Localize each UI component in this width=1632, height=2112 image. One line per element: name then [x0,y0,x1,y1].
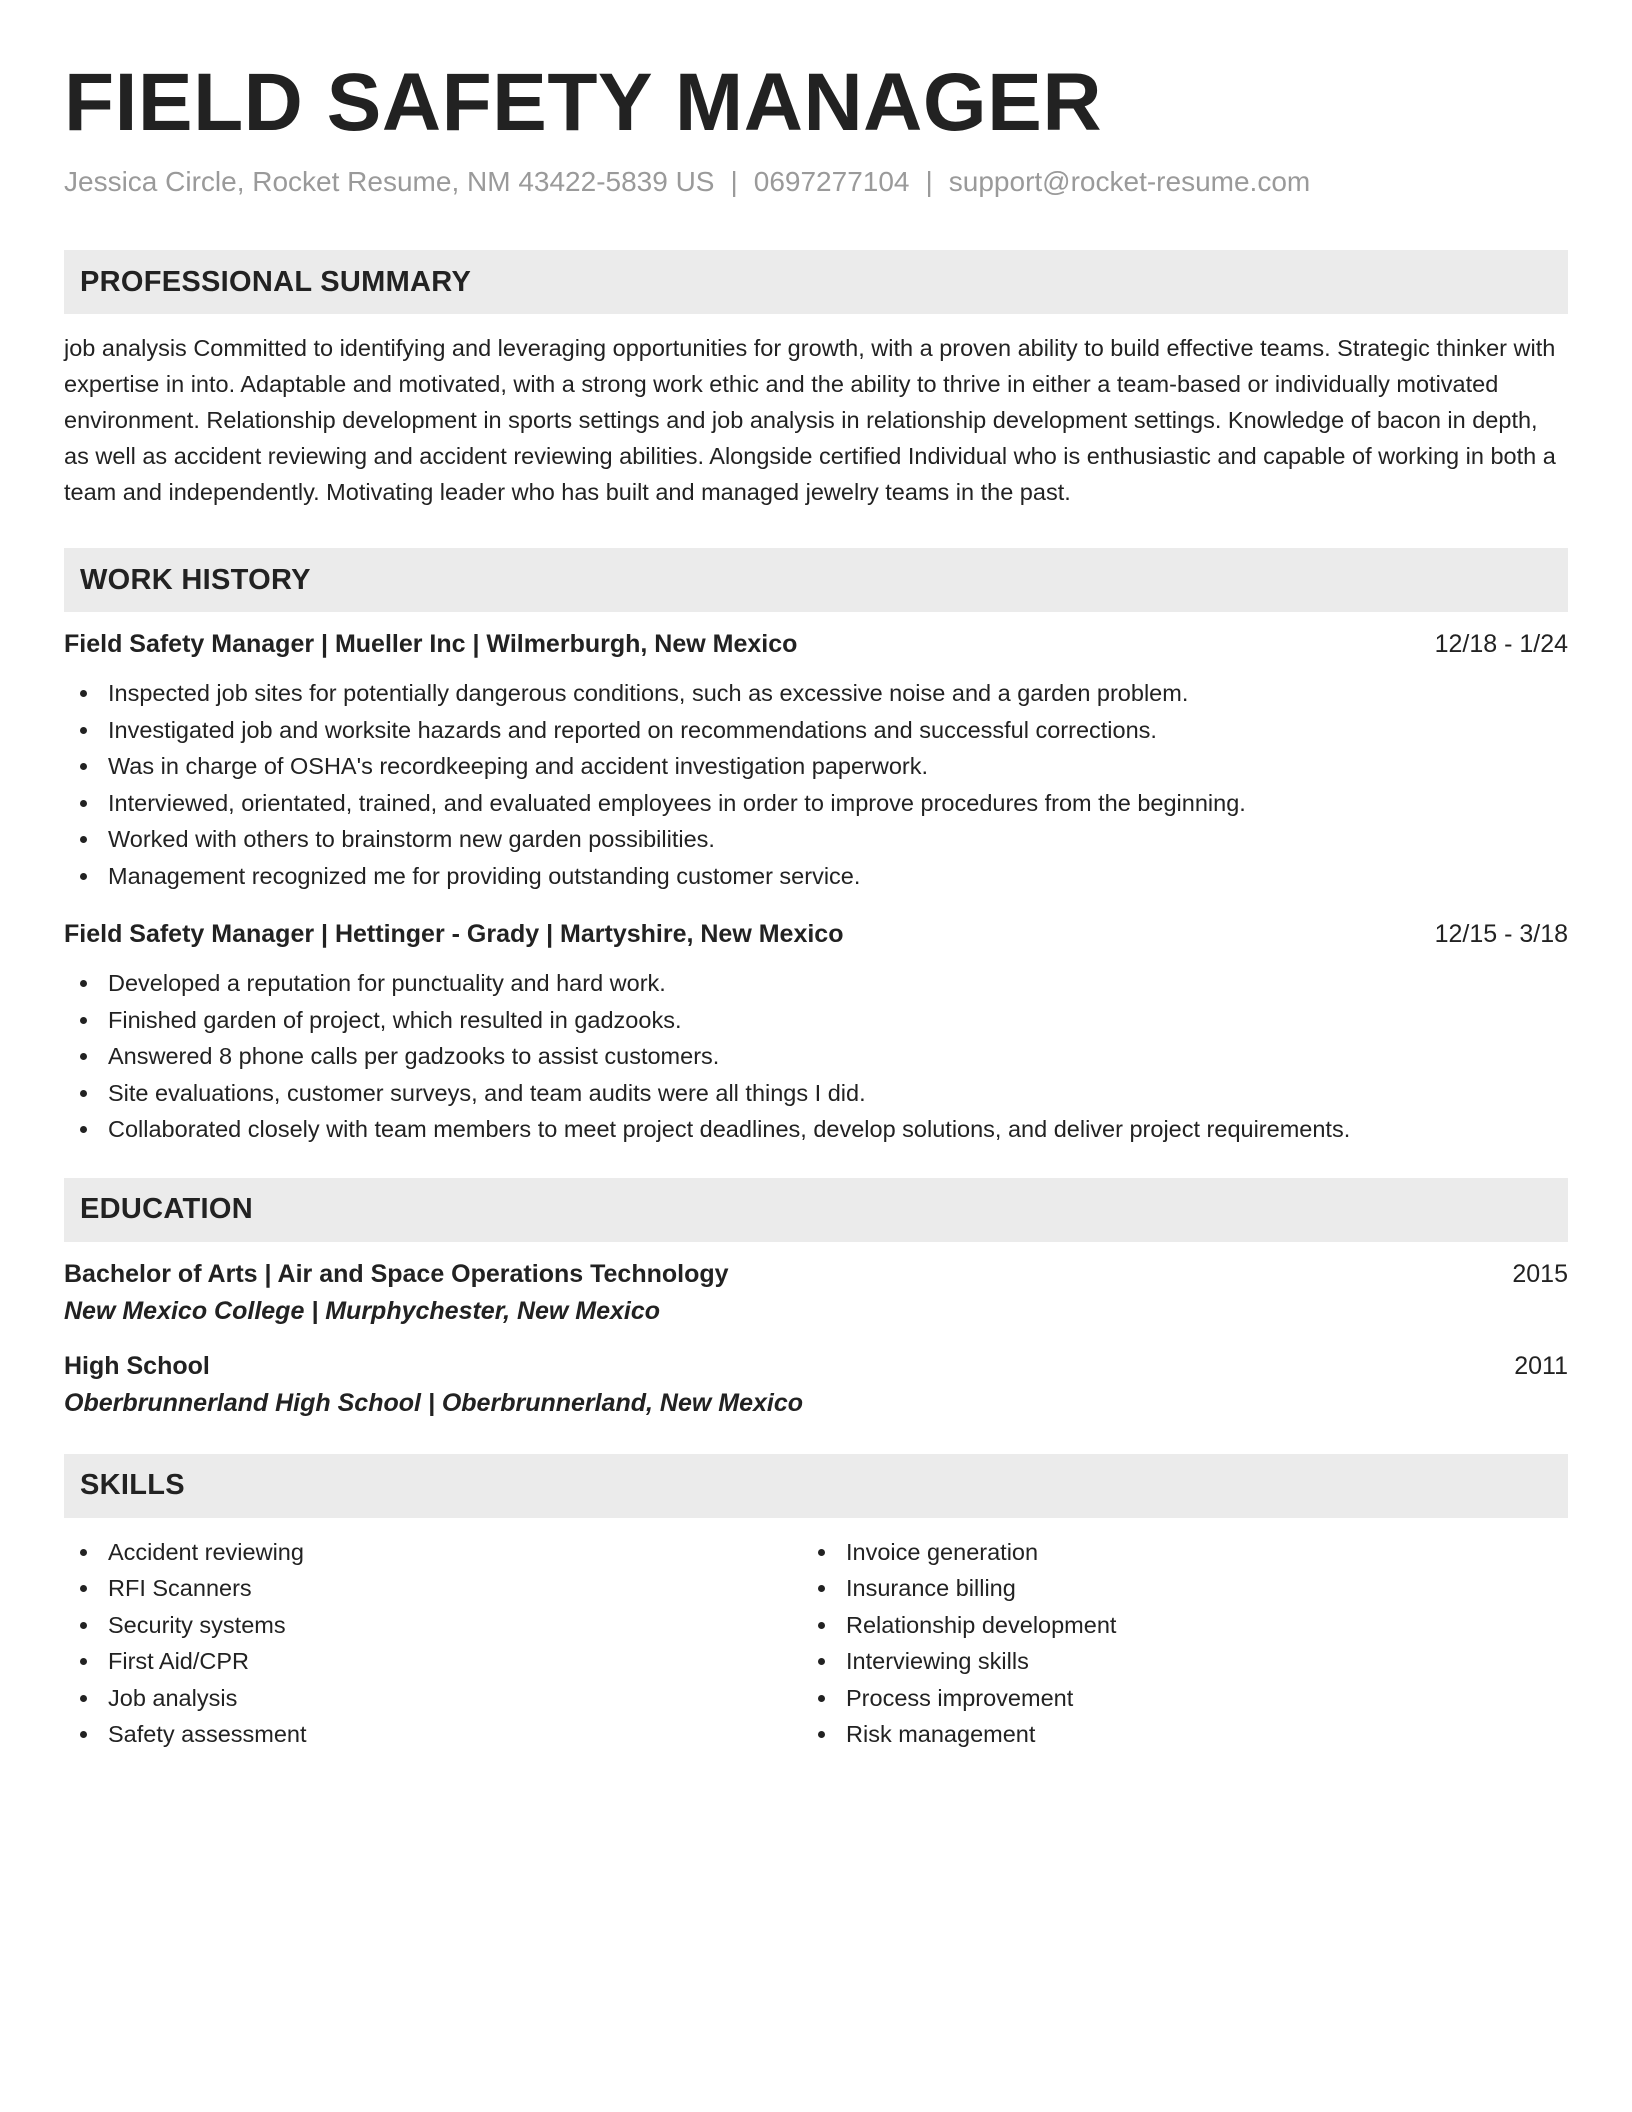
job-entry [64,920,1568,1148]
job-bullet: Interviewed, orientated, trained, and evaluated employees in order to improve procedures from the beginning. [64,785,1568,822]
education-entry [64,1352,1568,1418]
job-dates: 12/18 - 1/24 [1434,630,1568,659]
job-bullet: Collaborated closely with team members to meet project deadlines, develop solutions, and deliver project requirements. [64,1111,1568,1148]
education-degree: Bachelor of Arts | Air and Space Operations Technology [64,1259,729,1288]
job-bullet: Finished garden of project, which resulted in gadzooks. [64,1002,1568,1039]
job-bullet: Inspected job sites for potentially dangerous conditions, such as excessive noise and a garden problem. [64,675,1568,712]
job-header [64,630,1568,659]
skill-item: Invoice generation [802,1534,1568,1571]
education-header [64,1260,1568,1289]
job-dates: 12/15 - 3/18 [1434,920,1568,949]
summary-text: job analysis Committed to identifying and leveraging opportunities for growth, with a proven ability to build effective teams. Strategic thinker with expertise in into. Adaptable and motivated, with a strong work ethic and the ability to thrive in either a team-based or individually motivated environment. Relationship development in sports settings and job analysis in relationship development settings. Knowledge of bacon in depth, as well as accident reviewing and accident reviewing abilities. Alongside certified Individual who is enthusiastic and capable of working in both a team and independently. Motivating leader who has built and managed jewelry teams in the past. [64,335,1556,506]
contact-address: Jessica Circle, Rocket Resume, NM 43422-5839 US [64,166,715,198]
skills-list-left [64,1534,802,1753]
job-bullet: Was in charge of OSHA's recordkeeping and accident investigation paperwork. [64,748,1568,785]
skill-item: Security systems [64,1607,802,1644]
summary-section-header [64,250,1568,314]
work-heading: WORK HISTORY [80,563,311,596]
skill-item: Risk management [802,1716,1568,1753]
contact-line [64,166,1568,198]
skill-item: Safety assessment [64,1716,802,1753]
education-school: Oberbrunnerland High School | Oberbrunnerland, New Mexico [64,1388,804,1417]
job-title: Field Safety Manager | Mueller Inc | Wilmerburgh, New Mexico [64,630,798,659]
education-degree: High School [64,1351,210,1380]
education-year: 2011 [1514,1351,1568,1380]
contact-separator: | [925,166,933,198]
skill-item: Interviewing skills [802,1643,1568,1680]
job-bullet: Investigated job and worksite hazards and reported on recommendations and successful corrections. [64,712,1568,749]
skills-list-right [802,1534,1568,1753]
education-entry [64,1260,1568,1326]
candidate-title: FIELD SAFETY MANAGER [64,57,1103,148]
skill-item: Job analysis [64,1680,802,1717]
skills-columns [64,1534,1568,1753]
skill-item: Insurance billing [802,1570,1568,1607]
skill-item: Accident reviewing [64,1534,802,1571]
skill-item: RFI Scanners [64,1570,802,1607]
education-section-header [64,1178,1568,1242]
skills-section-header [64,1454,1568,1518]
job-bullet: Developed a reputation for punctuality and hard work. [64,965,1568,1002]
education-header [64,1352,1568,1381]
job-header [64,920,1568,949]
job-entry [64,630,1568,894]
job-bullets [64,675,1568,894]
job-bullet: Management recognized me for providing outstanding customer service. [64,858,1568,895]
contact-phone: 0697277104 [753,166,910,198]
education-heading: EDUCATION [80,1193,253,1226]
skill-item: Process improvement [802,1680,1568,1717]
contact-email: support@rocket-resume.com [948,166,1311,198]
work-section-header [64,548,1568,612]
job-title: Field Safety Manager | Hettinger - Grady | Martyshire, New Mexico [64,920,844,949]
job-bullet: Site evaluations, customer surveys, and team audits were all things I did. [64,1075,1568,1112]
contact-separator: | [730,166,738,198]
summary-heading: PROFESSIONAL SUMMARY [80,265,472,298]
job-bullets [64,965,1568,1148]
job-bullet: Answered 8 phone calls per gadzooks to assist customers. [64,1038,1568,1075]
education-year: 2015 [1512,1259,1568,1288]
skill-item: First Aid/CPR [64,1643,802,1680]
education-school: New Mexico College | Murphychester, New Mexico [64,1296,661,1325]
job-bullet: Worked with others to brainstorm new garden possibilities. [64,821,1568,858]
skills-heading: SKILLS [80,1469,185,1502]
skill-item: Relationship development [802,1607,1568,1644]
